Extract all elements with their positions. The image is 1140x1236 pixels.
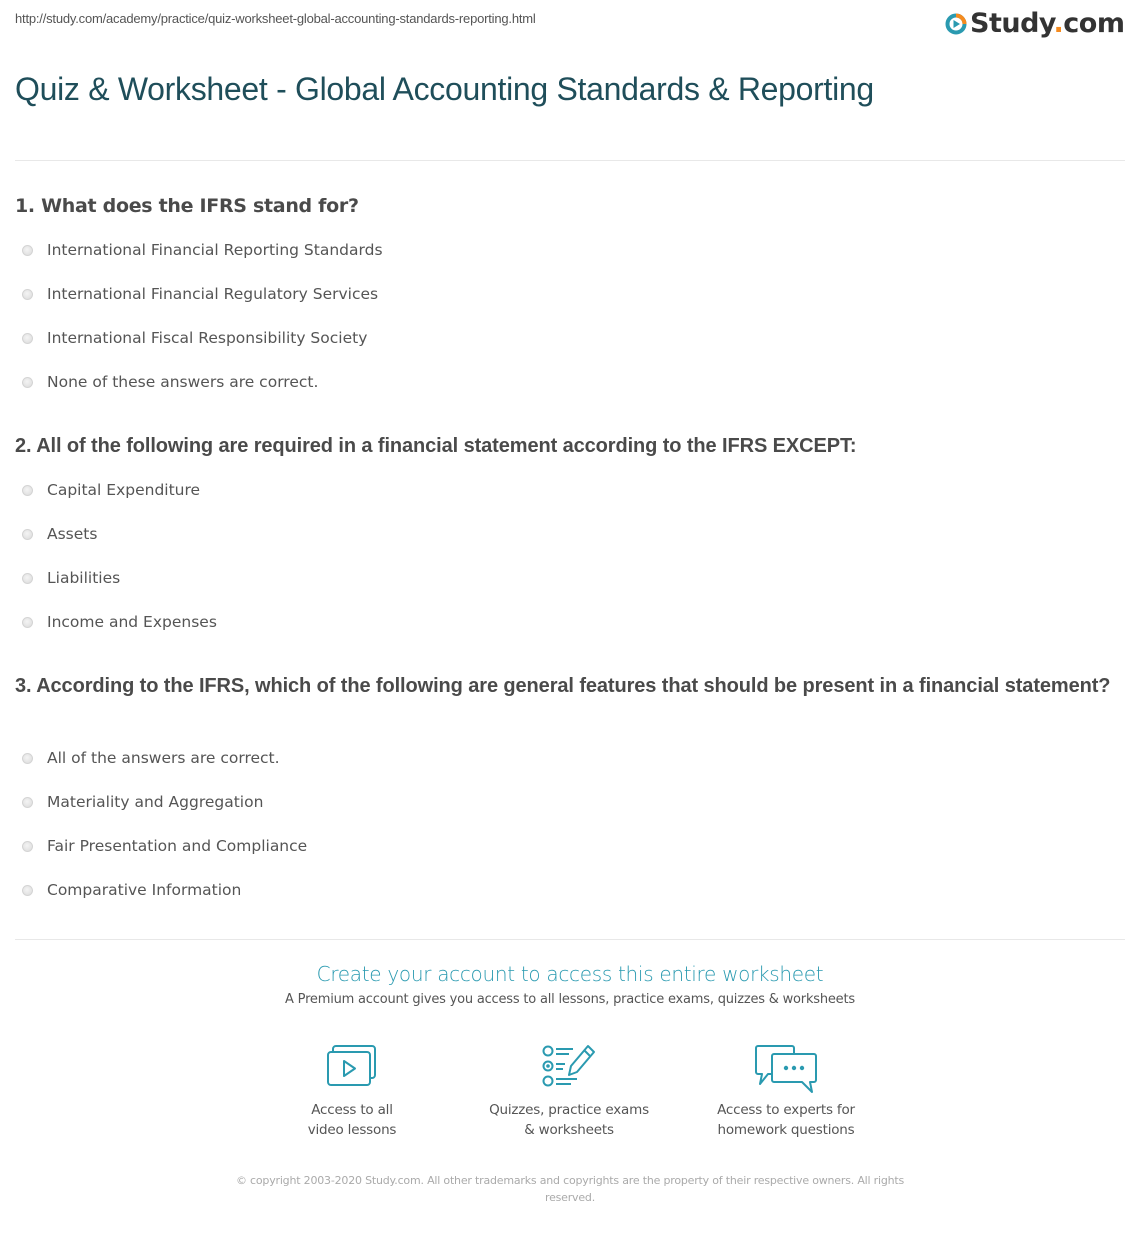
answer-option[interactable]: None of these answers are correct.	[22, 372, 383, 416]
feature-experts	[676, 1044, 896, 1140]
radio-button[interactable]	[22, 485, 33, 496]
answer-option[interactable]: Materiality and Aggregation	[22, 792, 307, 836]
page-title: Quiz & Worksheet - Global Accounting Standards & Reporting	[15, 71, 874, 107]
answer-option[interactable]: Comparative Information	[22, 880, 307, 924]
video-lessons-icon	[326, 1044, 378, 1088]
study-logo[interactable]	[945, 8, 1125, 40]
radio-button[interactable]	[22, 753, 33, 764]
cta-subtitle: A Premium account gives you access to all lessons, practice exams, quizzes & worksheets	[285, 992, 855, 1007]
radio-button[interactable]	[22, 245, 33, 256]
play-circle-icon	[945, 13, 967, 35]
question-1: 1. What does the IFRS stand for?	[15, 195, 359, 217]
question-3: 3. According to the IFRS, which of the following are general features that should be present in a financial statement?	[15, 675, 1111, 697]
answer-list-3	[22, 748, 307, 924]
chat-bubbles-icon	[754, 1044, 818, 1094]
answer-option[interactable]: Capital Expenditure	[22, 480, 217, 524]
logo-text: Study.com	[970, 8, 1125, 39]
radio-button[interactable]	[22, 617, 33, 628]
copyright-footer: © copyright 2003-2020 Study.com. All other trademarks and copyrights are the property of their respective owners. All rights reserved.	[235, 1174, 905, 1204]
answer-list-2	[22, 480, 217, 656]
radio-button[interactable]	[22, 573, 33, 584]
radio-button[interactable]	[22, 797, 33, 808]
question-2: 2. All of the following are required in a financial statement according to the IFRS EXCEPT:	[15, 435, 857, 457]
answer-option[interactable]: All of the answers are correct.	[22, 748, 307, 792]
answer-option[interactable]: International Financial Reporting Standards	[22, 240, 383, 284]
radio-button[interactable]	[22, 841, 33, 852]
page-url: http://study.com/academy/practice/quiz-worksheet-global-accounting-standards-reporting.html	[15, 11, 536, 26]
divider	[15, 939, 1125, 940]
quiz-checklist-icon	[541, 1044, 597, 1088]
feature-video-lessons	[242, 1044, 462, 1140]
radio-button[interactable]	[22, 529, 33, 540]
feature-quizzes	[459, 1044, 679, 1140]
radio-button[interactable]	[22, 289, 33, 300]
answer-option[interactable]: Income and Expenses	[22, 612, 217, 656]
divider	[15, 160, 1125, 161]
feature-label: Quizzes, practice exams & worksheets	[489, 1102, 649, 1138]
feature-label: Access to all video lessons	[307, 1102, 397, 1138]
answer-list-1	[22, 240, 383, 416]
feature-label: Access to experts for homework questions	[717, 1102, 855, 1138]
create-account-link[interactable]: Create your account to access this entire worksheet	[316, 962, 824, 986]
answer-option[interactable]: International Fiscal Responsibility Society	[22, 328, 383, 372]
radio-button[interactable]	[22, 377, 33, 388]
radio-button[interactable]	[22, 885, 33, 896]
radio-button[interactable]	[22, 333, 33, 344]
answer-option[interactable]: Liabilities	[22, 568, 217, 612]
answer-option[interactable]: Assets	[22, 524, 217, 568]
answer-option[interactable]: International Financial Regulatory Services	[22, 284, 383, 328]
answer-option[interactable]: Fair Presentation and Compliance	[22, 836, 307, 880]
